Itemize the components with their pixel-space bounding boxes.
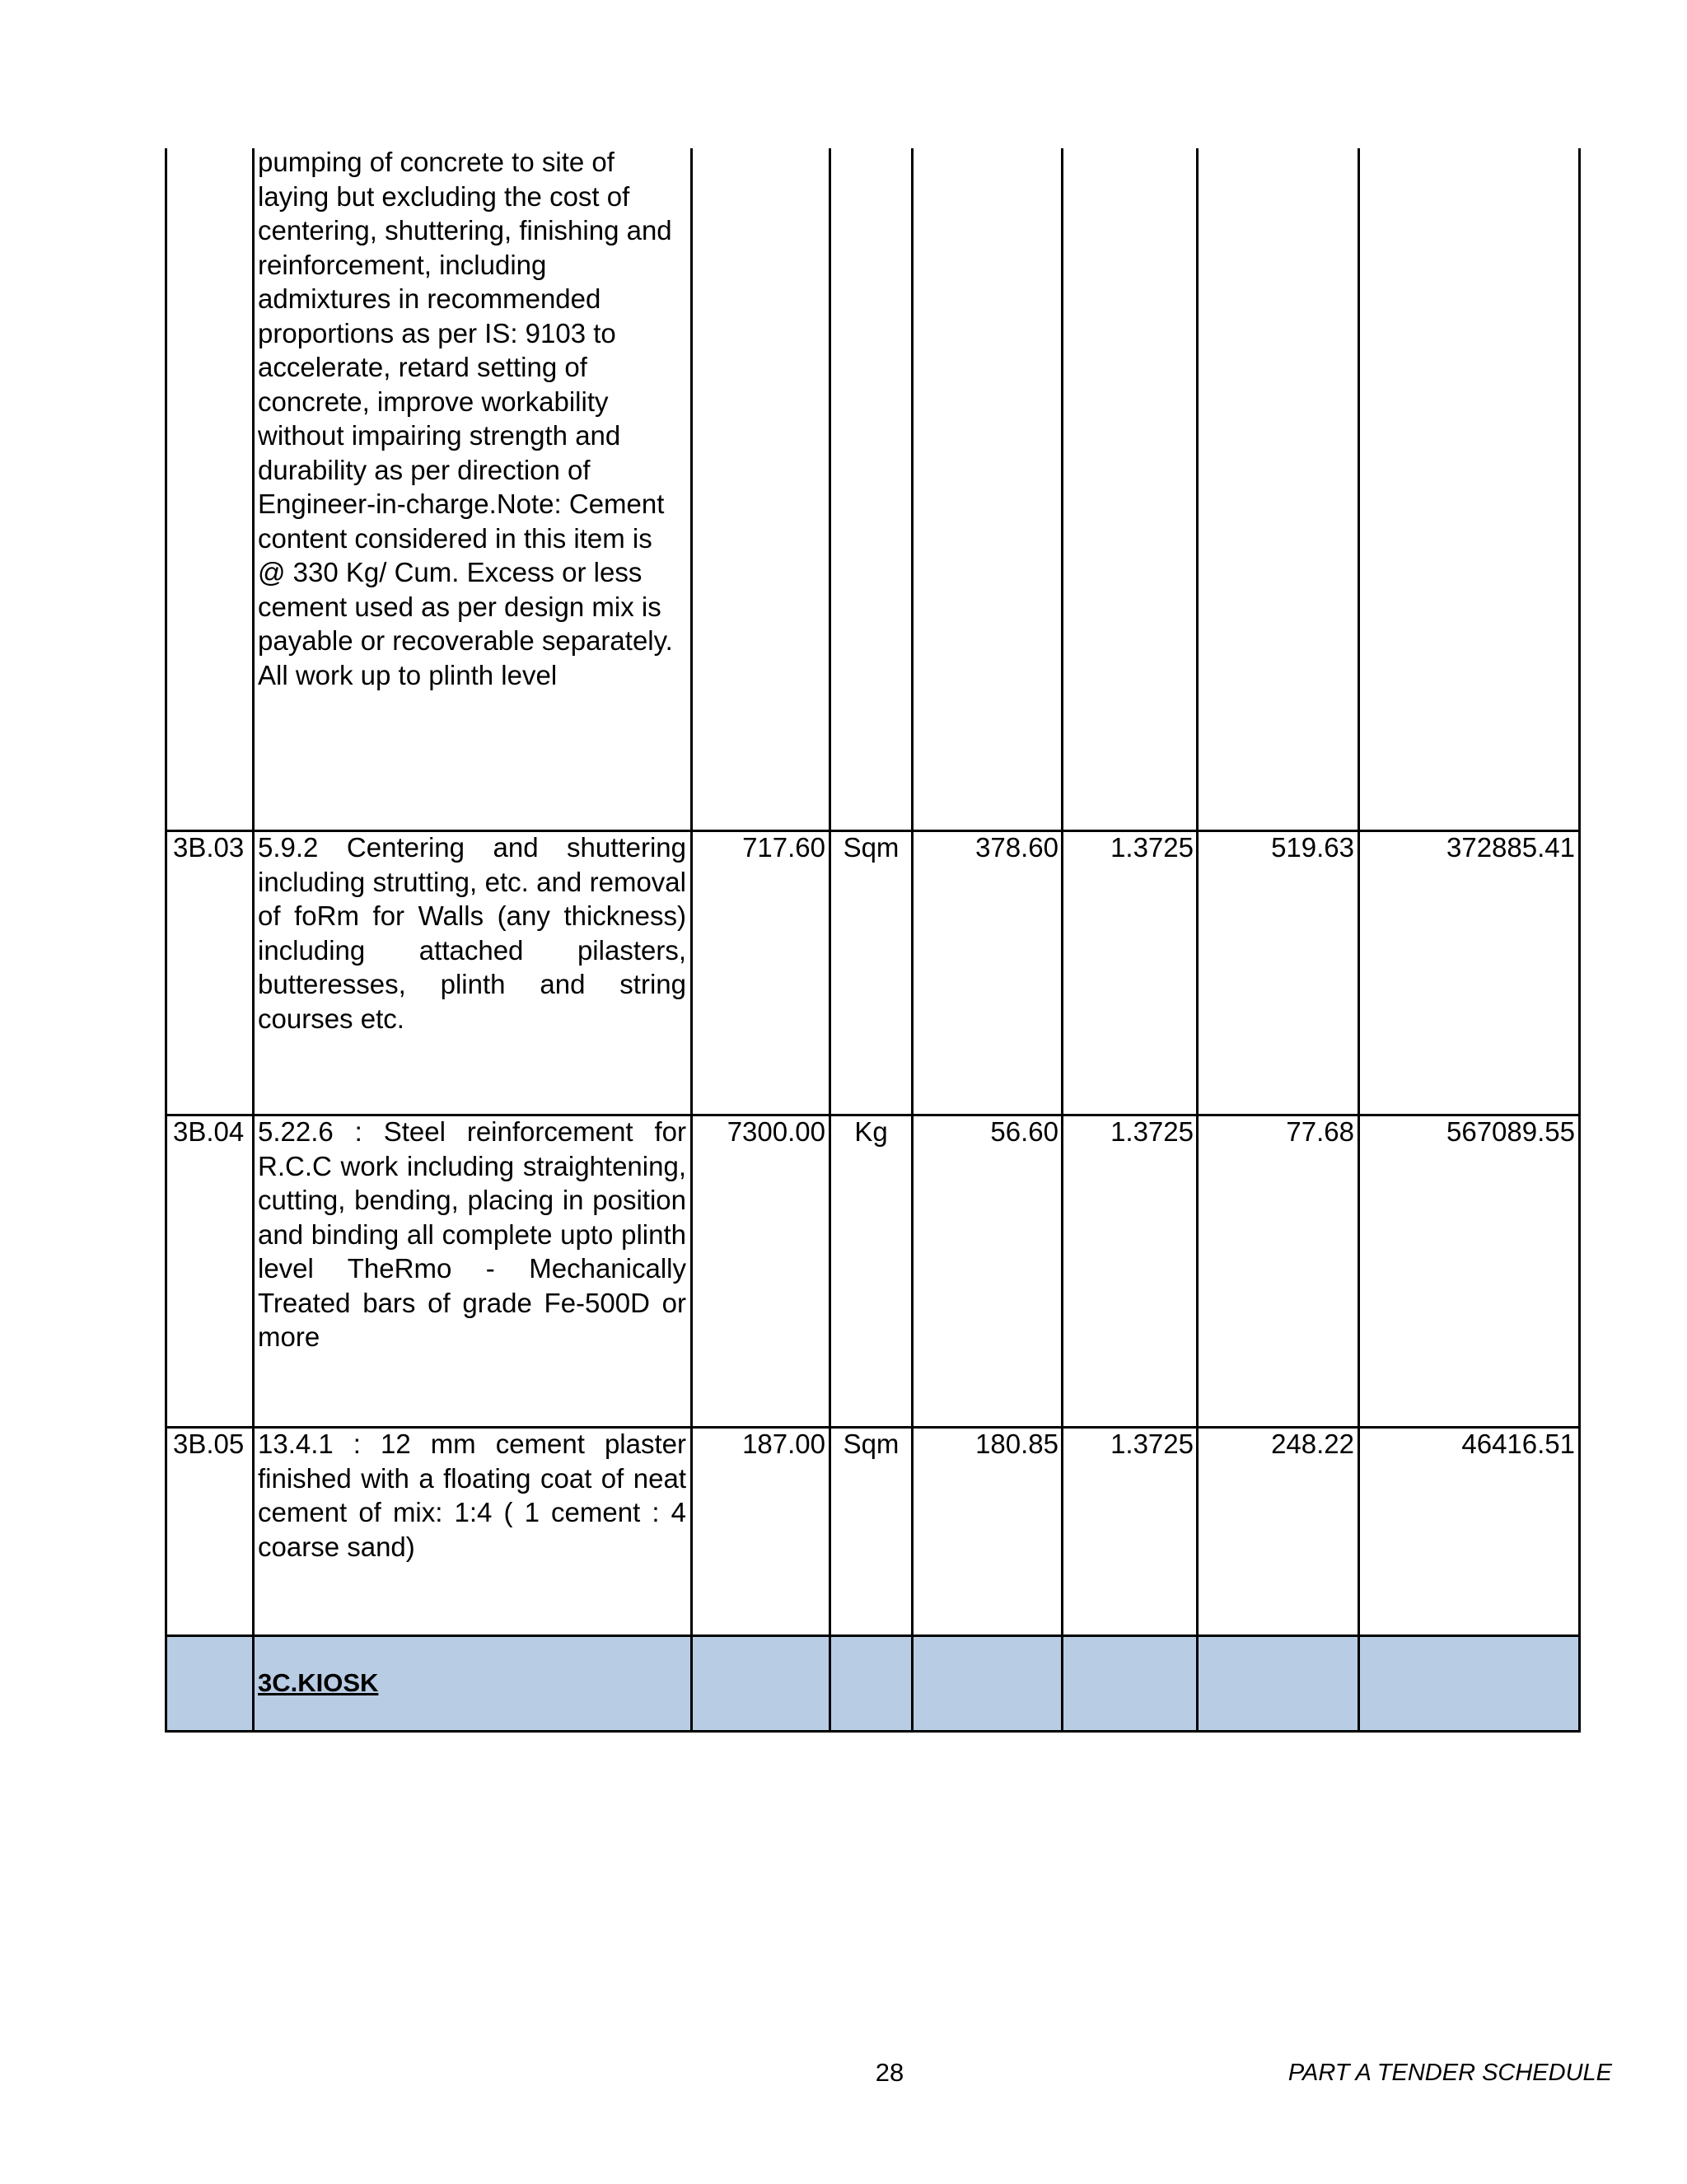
item-unit: Sqm — [843, 832, 900, 863]
tender-schedule-table — [165, 148, 1581, 1733]
item-description: 13.4.1 : 12 mm cement plaster finished with a floating coat of neat cement of mix: 1:4 ( 1 cement : 4 coarse sand) — [258, 1429, 686, 1562]
item-rate: 378.60 — [975, 832, 1058, 863]
item-amount: 567089.55 — [1446, 1116, 1575, 1147]
item-amount: 372885.41 — [1446, 832, 1575, 863]
item-quantity: 717.60 — [742, 832, 825, 863]
item-revised-rate: 519.63 — [1271, 832, 1354, 863]
item-unit: Sqm — [843, 1429, 900, 1459]
item-amount: 46416.51 — [1461, 1429, 1575, 1459]
column-rule — [252, 148, 255, 1733]
item-factor: 1.3725 — [1110, 832, 1194, 863]
item-rate: 56.60 — [990, 1116, 1058, 1147]
row-rule — [165, 1634, 1581, 1637]
page-number: 28 — [875, 2058, 904, 2087]
item-code: 3B.03 — [173, 832, 245, 863]
item-code: 3B.05 — [173, 1429, 245, 1459]
item-factor: 1.3725 — [1110, 1116, 1194, 1147]
item-rate: 180.85 — [975, 1429, 1058, 1459]
column-rule — [1061, 148, 1063, 1733]
item-quantity: 7300.00 — [727, 1116, 825, 1147]
column-rule — [829, 148, 831, 1733]
column-rule — [1578, 148, 1581, 1733]
document-title: PART A TENDER SCHEDULE — [1287, 2060, 1612, 2086]
item-unit: Kg — [854, 1116, 888, 1147]
item-description: 5.9.2 Centering and shuttering including strutting, etc. and removal of foRm for Walls (any thickness) including attached pilasters, butteresses, plinth and string courses etc. — [258, 832, 686, 1034]
column-rule — [911, 148, 914, 1733]
item-factor: 1.3725 — [1110, 1429, 1194, 1459]
item-description: 5.22.6 : Steel reinforcement for R.C.C work including straightening, cutting, bending, placing in position and binding all complete upto plinth level TheRmo - Mechanically Treated bars of grade Fe-500D or more — [258, 1116, 686, 1352]
item-quantity: 187.00 — [742, 1429, 825, 1459]
column-rule — [165, 148, 167, 1733]
column-rule — [1196, 148, 1199, 1733]
column-rule — [1358, 148, 1360, 1733]
item-revised-rate: 248.22 — [1271, 1429, 1354, 1459]
column-rule — [690, 148, 693, 1733]
row-rule — [165, 1730, 1581, 1733]
item-revised-rate: 77.68 — [1286, 1116, 1354, 1147]
item-description: pumping of concrete to site of laying but excluding the cost of centering, shuttering, finishing and reinforcement, including admixtures in recommended proportions as per IS: 9103 to accelerate, retard setting of concrete, improve workability without impairing strength and durability as per direction of Engineer-in-charge.Note: Cement content considered in this item is @ 330 Kg/ Cum. Excess or less cement used as per design mix is payable or recoverable separately. All work up to plinth level — [258, 147, 673, 690]
item-code: 3B.04 — [173, 1116, 245, 1147]
section-heading: 3C.KIOSK — [258, 1668, 379, 1697]
